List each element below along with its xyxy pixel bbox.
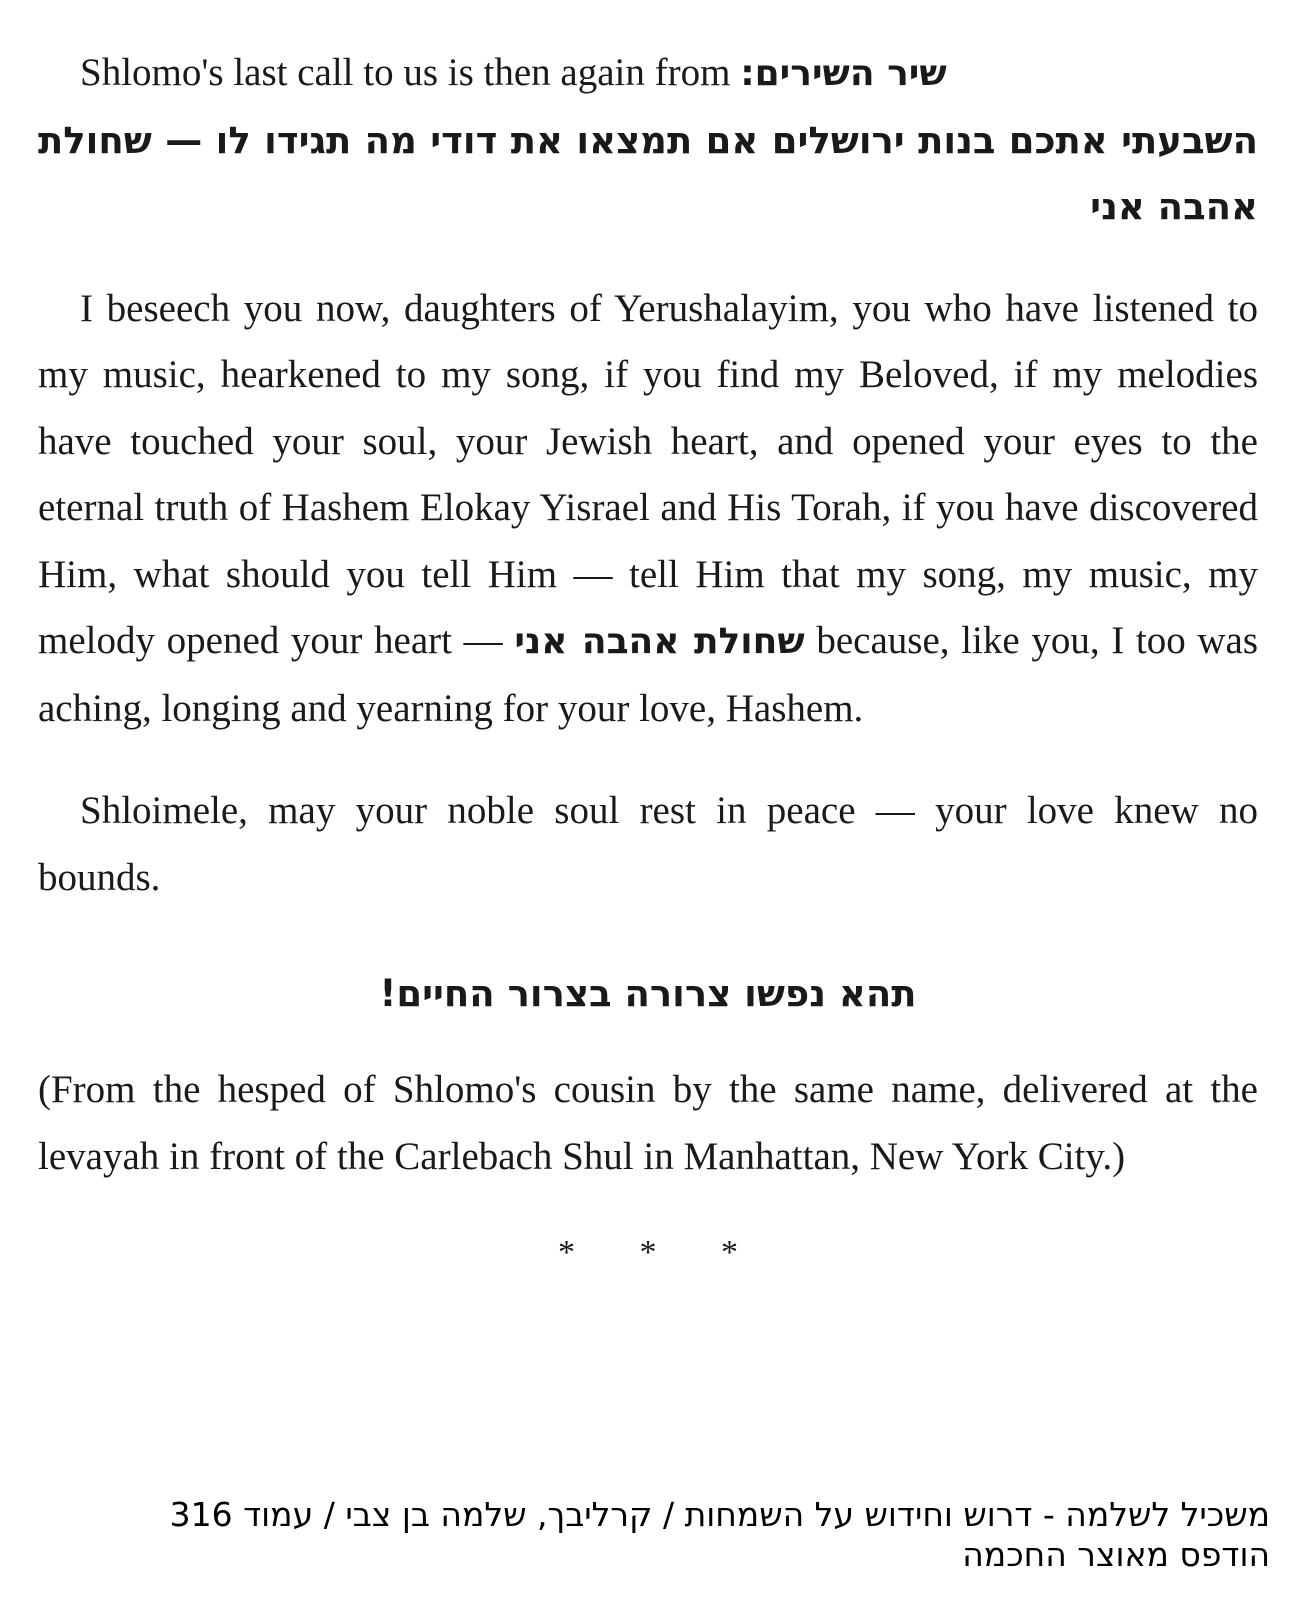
separator-star: * [558,1234,575,1271]
separator-star: * [639,1234,657,1271]
attribution-paragraph: (From the hesped of Shlomo's cousin by the same name, delivered at the levayah in front of the Carlebach Shul in Manhattan, New York City.) [38,1068,1258,1178]
section-separator [38,1234,1258,1274]
document-page [38,40,1258,1274]
footer-citation: משכיל לשלמה - דרוש וחידוש על השמחות / קרליבך, שלמה בן צבי / עמוד 316 [169,1495,1270,1534]
intro-hebrew-source: שיר השירים: [740,53,947,94]
beseech-text: I beseech you now, daughters of Yerushalayim, you who have listened to my music, hearkened to my song, if you find my Beloved, if my melodies have touched your soul, your Jewish heart, and opened your eyes to the eternal truth of Hashem Elokay Yisrael and His Torah, if you have discovered Him, what should you tell Him — tell Him that my song, my music, my melody opened your heart — [38,286,1258,662]
beseech-continuation: because, like you, I too was aching, longing and yearning for your love, Hashem. [38,619,1259,730]
farewell-paragraph: Shloimele, may your noble soul rest in peace — your love knew no bounds. [38,789,1258,899]
beseech-hebrew-inline: שחולת אהבה אני [514,621,805,662]
hebrew-verse: השבעתי אתכם בנות ירושלים אם תמצאו את דודי מה תגידו לו — שחולת אהבה אני [38,118,1258,228]
footer-watermark: הודפס מאוצר החכמה [962,1535,1270,1574]
page-footer [90,1495,1270,1575]
intro-text: Shlomo's last call to us is then again from [80,51,731,94]
separator-star: * [721,1234,738,1271]
blessing-line: תהא נפשו צרורה בצרור החיים! [379,972,917,1015]
intro-paragraph [38,40,1258,108]
beseech-paragraph [38,276,1258,743]
